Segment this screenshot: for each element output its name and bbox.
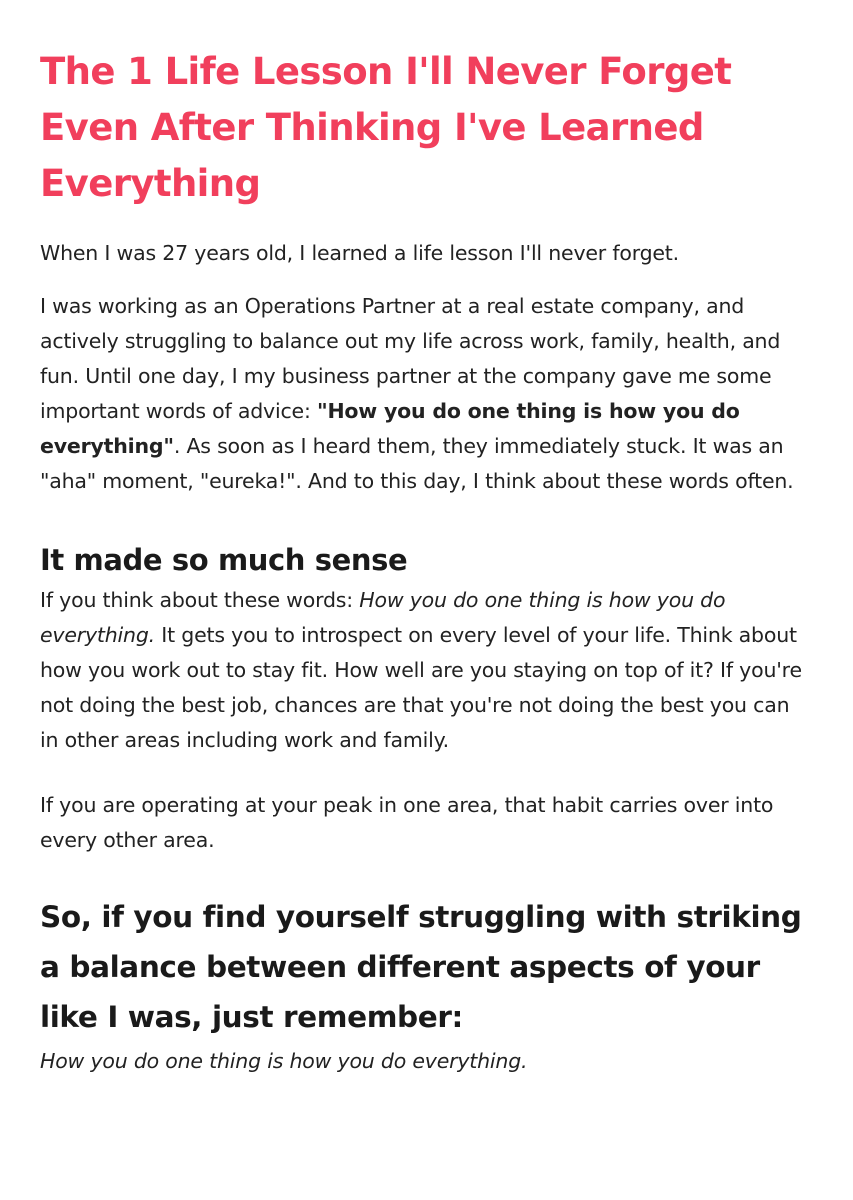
sense-lead: If you think about these words: — [40, 588, 360, 612]
section-heading-sense: It made so much sense — [40, 543, 408, 577]
story-text-start: I was working as an Operations Partner at a real estate company, and actively struggling to balance out my life across work, family, health, and fun. Until one day, I my business partner at the company gave me some important words of advice: — [40, 294, 781, 423]
article-title: The 1 Life Lesson I'll Never Forget Even After Thinking I've Learned Everything — [40, 50, 732, 205]
sense-italic-quote: How you do one thing is how you do everything. — [40, 588, 726, 647]
sense-rest: It gets you to introspect on every level of your life. Think about how you work out to stay fit. How well are you staying on top of it? If you're not doing the best job, chances are that you're not doing the best you can in other areas including work and family. — [40, 623, 802, 752]
story-text-end: . As soon as I heard them, they immediately stuck. It was an "aha" moment, "eureka!". And to this day, I think about these words often. — [40, 434, 794, 493]
advice-quote: "How you do one thing is how you do everything" — [40, 399, 740, 458]
peak-paragraph: If you are operating at your peak in one area, that habit carries over into every other area. — [40, 793, 774, 852]
story-paragraph — [40, 289, 813, 499]
sense-paragraph — [40, 583, 813, 758]
section-heading-remember: So, if you find yourself struggling with striking a balance between different aspects of your like I was, just remember: — [40, 900, 802, 1034]
intro-paragraph: When I was 27 years old, I learned a life lesson I'll never forget. — [40, 241, 679, 265]
closing-quote: How you do one thing is how you do everything. — [40, 1049, 528, 1073]
